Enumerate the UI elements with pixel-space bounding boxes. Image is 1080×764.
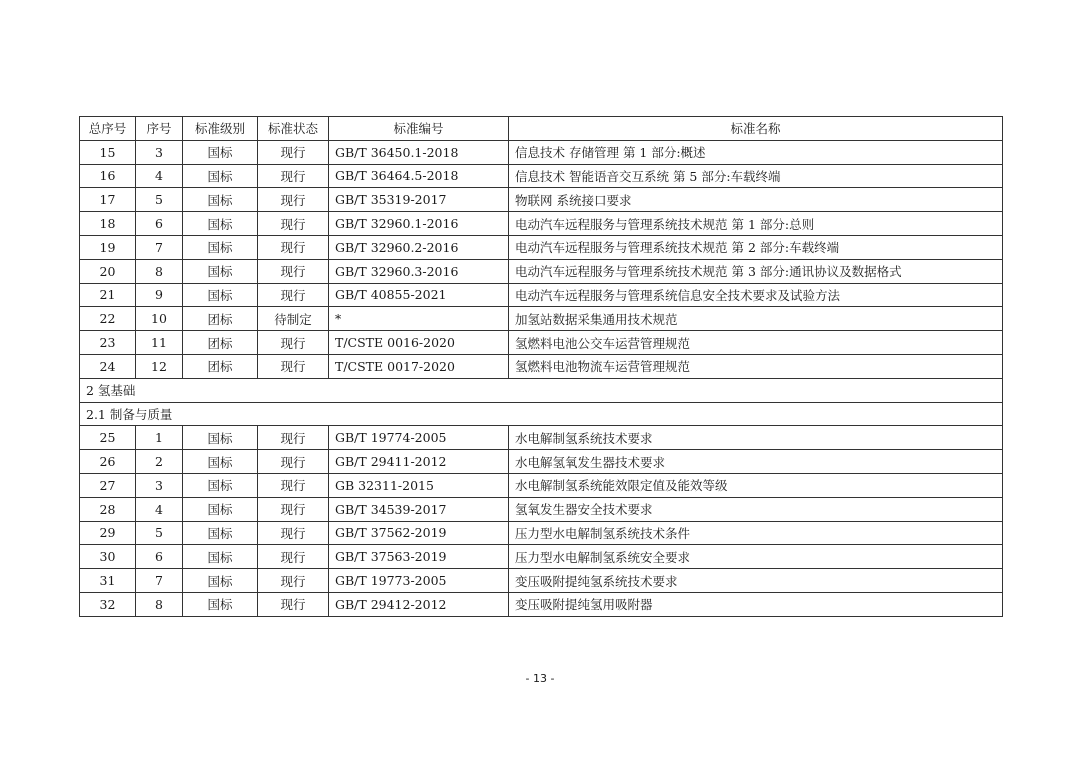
- cell-status: 现行: [258, 473, 329, 497]
- section-title-2: 2 氢基础: [80, 378, 1003, 402]
- cell-code: T/CSTE 0016-2020: [329, 331, 509, 355]
- cell-total-no: 25: [80, 426, 136, 450]
- cell-name: 变压吸附提纯氢系统技术要求: [509, 569, 1003, 593]
- cell-name: 电动汽车远程服务与管理系统技术规范 第 3 部分:通讯协议及数据格式: [509, 259, 1003, 283]
- cell-no: 3: [136, 140, 183, 164]
- cell-level: 国标: [183, 259, 258, 283]
- cell-status: 现行: [258, 450, 329, 474]
- cell-name: 水电解制氢系统能效限定值及能效等级: [509, 473, 1003, 497]
- cell-no: 10: [136, 307, 183, 331]
- cell-level: 国标: [183, 212, 258, 236]
- cell-status: 现行: [258, 259, 329, 283]
- cell-level: 团标: [183, 331, 258, 355]
- cell-level: 国标: [183, 592, 258, 616]
- cell-code: GB/T 19774-2005: [329, 426, 509, 450]
- cell-no: 2: [136, 450, 183, 474]
- table-row: [80, 188, 1003, 212]
- cell-total-no: 18: [80, 212, 136, 236]
- cell-code: GB/T 19773-2005: [329, 569, 509, 593]
- cell-code: GB/T 37562-2019: [329, 521, 509, 545]
- cell-total-no: 16: [80, 164, 136, 188]
- cell-code: T/CSTE 0017-2020: [329, 354, 509, 378]
- table-body-b: [80, 426, 1003, 616]
- cell-total-no: 21: [80, 283, 136, 307]
- cell-name: 压力型水电解制氢系统安全要求: [509, 545, 1003, 569]
- cell-total-no: 17: [80, 188, 136, 212]
- cell-total-no: 30: [80, 545, 136, 569]
- table-row: [80, 426, 1003, 450]
- cell-status: 现行: [258, 188, 329, 212]
- cell-no: 6: [136, 212, 183, 236]
- table-row: [80, 164, 1003, 188]
- cell-level: 团标: [183, 354, 258, 378]
- table-row: [80, 521, 1003, 545]
- cell-status: 现行: [258, 164, 329, 188]
- cell-no: 1: [136, 426, 183, 450]
- cell-level: 国标: [183, 283, 258, 307]
- cell-status: 现行: [258, 426, 329, 450]
- table-row: [80, 354, 1003, 378]
- table-row: [80, 450, 1003, 474]
- cell-status: 现行: [258, 497, 329, 521]
- table-row: [80, 497, 1003, 521]
- cell-no: 7: [136, 235, 183, 259]
- cell-status: 现行: [258, 212, 329, 236]
- cell-total-no: 22: [80, 307, 136, 331]
- section-title-2-1: 2.1 制备与质量: [80, 402, 1003, 426]
- cell-name: 氢氧发生器安全技术要求: [509, 497, 1003, 521]
- cell-status: 现行: [258, 354, 329, 378]
- cell-total-no: 31: [80, 569, 136, 593]
- cell-status: 待制定: [258, 307, 329, 331]
- subsection-row: [80, 402, 1003, 426]
- cell-total-no: 28: [80, 497, 136, 521]
- cell-name: 变压吸附提纯氢用吸附器: [509, 592, 1003, 616]
- cell-code: GB/T 37563-2019: [329, 545, 509, 569]
- cell-name: 压力型水电解制氢系统技术条件: [509, 521, 1003, 545]
- cell-code: *: [329, 307, 509, 331]
- cell-level: 团标: [183, 307, 258, 331]
- table-row: [80, 235, 1003, 259]
- cell-name: 电动汽车远程服务与管理系统技术规范 第 1 部分:总则: [509, 212, 1003, 236]
- cell-total-no: 32: [80, 592, 136, 616]
- cell-status: 现行: [258, 545, 329, 569]
- cell-total-no: 26: [80, 450, 136, 474]
- table-row: [80, 140, 1003, 164]
- cell-no: 5: [136, 188, 183, 212]
- cell-code: GB/T 32960.3-2016: [329, 259, 509, 283]
- table-row: [80, 307, 1003, 331]
- cell-status: 现行: [258, 569, 329, 593]
- cell-name: 电动汽车远程服务与管理系统技术规范 第 2 部分:车载终端: [509, 235, 1003, 259]
- cell-name: 物联网 系统接口要求: [509, 188, 1003, 212]
- cell-level: 国标: [183, 140, 258, 164]
- header-total-no: 总序号: [80, 117, 136, 141]
- cell-name: 氢燃料电池公交车运营管理规范: [509, 331, 1003, 355]
- cell-code: GB/T 29411-2012: [329, 450, 509, 474]
- cell-no: 8: [136, 259, 183, 283]
- cell-no: 11: [136, 331, 183, 355]
- cell-level: 国标: [183, 164, 258, 188]
- cell-no: 9: [136, 283, 183, 307]
- cell-total-no: 29: [80, 521, 136, 545]
- cell-total-no: 20: [80, 259, 136, 283]
- table-body-a: [80, 140, 1003, 378]
- header-code: 标准编号: [329, 117, 509, 141]
- table-row: [80, 592, 1003, 616]
- cell-status: 现行: [258, 235, 329, 259]
- section-row: [80, 378, 1003, 402]
- cell-level: 国标: [183, 450, 258, 474]
- cell-code: GB/T 35319-2017: [329, 188, 509, 212]
- cell-code: GB/T 36464.5-2018: [329, 164, 509, 188]
- cell-level: 国标: [183, 235, 258, 259]
- cell-level: 国标: [183, 426, 258, 450]
- cell-name: 氢燃料电池物流车运营管理规范: [509, 354, 1003, 378]
- section-2-body: [80, 378, 1003, 426]
- table-row: [80, 545, 1003, 569]
- cell-level: 国标: [183, 188, 258, 212]
- cell-level: 国标: [183, 497, 258, 521]
- cell-name: 水电解制氢系统技术要求: [509, 426, 1003, 450]
- cell-code: GB/T 40855-2021: [329, 283, 509, 307]
- cell-code: GB/T 32960.1-2016: [329, 212, 509, 236]
- table-row: [80, 283, 1003, 307]
- header-status: 标准状态: [258, 117, 329, 141]
- cell-no: 4: [136, 164, 183, 188]
- cell-no: 5: [136, 521, 183, 545]
- cell-name: 加氢站数据采集通用技术规范: [509, 307, 1003, 331]
- cell-status: 现行: [258, 592, 329, 616]
- header-no: 序号: [136, 117, 183, 141]
- cell-no: 3: [136, 473, 183, 497]
- cell-level: 国标: [183, 545, 258, 569]
- header-level: 标准级别: [183, 117, 258, 141]
- cell-name: 信息技术 存储管理 第 1 部分:概述: [509, 140, 1003, 164]
- header-name: 标准名称: [509, 117, 1003, 141]
- cell-status: 现行: [258, 140, 329, 164]
- table-row: [80, 212, 1003, 236]
- cell-name: 水电解氢氧发生器技术要求: [509, 450, 1003, 474]
- cell-no: 4: [136, 497, 183, 521]
- cell-status: 现行: [258, 283, 329, 307]
- cell-no: 8: [136, 592, 183, 616]
- cell-total-no: 19: [80, 235, 136, 259]
- cell-level: 国标: [183, 473, 258, 497]
- table-row: [80, 259, 1003, 283]
- table-row: [80, 569, 1003, 593]
- cell-total-no: 23: [80, 331, 136, 355]
- cell-total-no: 15: [80, 140, 136, 164]
- cell-code: GB/T 32960.2-2016: [329, 235, 509, 259]
- cell-level: 国标: [183, 521, 258, 545]
- cell-code: GB/T 36450.1-2018: [329, 140, 509, 164]
- cell-code: GB/T 34539-2017: [329, 497, 509, 521]
- cell-name: 信息技术 智能语音交互系统 第 5 部分:车载终端: [509, 164, 1003, 188]
- cell-no: 6: [136, 545, 183, 569]
- cell-code: GB 32311-2015: [329, 473, 509, 497]
- cell-name: 电动汽车远程服务与管理系统信息安全技术要求及试验方法: [509, 283, 1003, 307]
- table-header-row: [80, 117, 1003, 141]
- table-row: [80, 473, 1003, 497]
- cell-level: 国标: [183, 569, 258, 593]
- cell-status: 现行: [258, 521, 329, 545]
- table-row: [80, 331, 1003, 355]
- standards-table: [79, 116, 1003, 617]
- cell-status: 现行: [258, 331, 329, 355]
- cell-no: 12: [136, 354, 183, 378]
- page-number: - 13 -: [525, 672, 555, 685]
- cell-total-no: 24: [80, 354, 136, 378]
- cell-total-no: 27: [80, 473, 136, 497]
- cell-no: 7: [136, 569, 183, 593]
- cell-code: GB/T 29412-2012: [329, 592, 509, 616]
